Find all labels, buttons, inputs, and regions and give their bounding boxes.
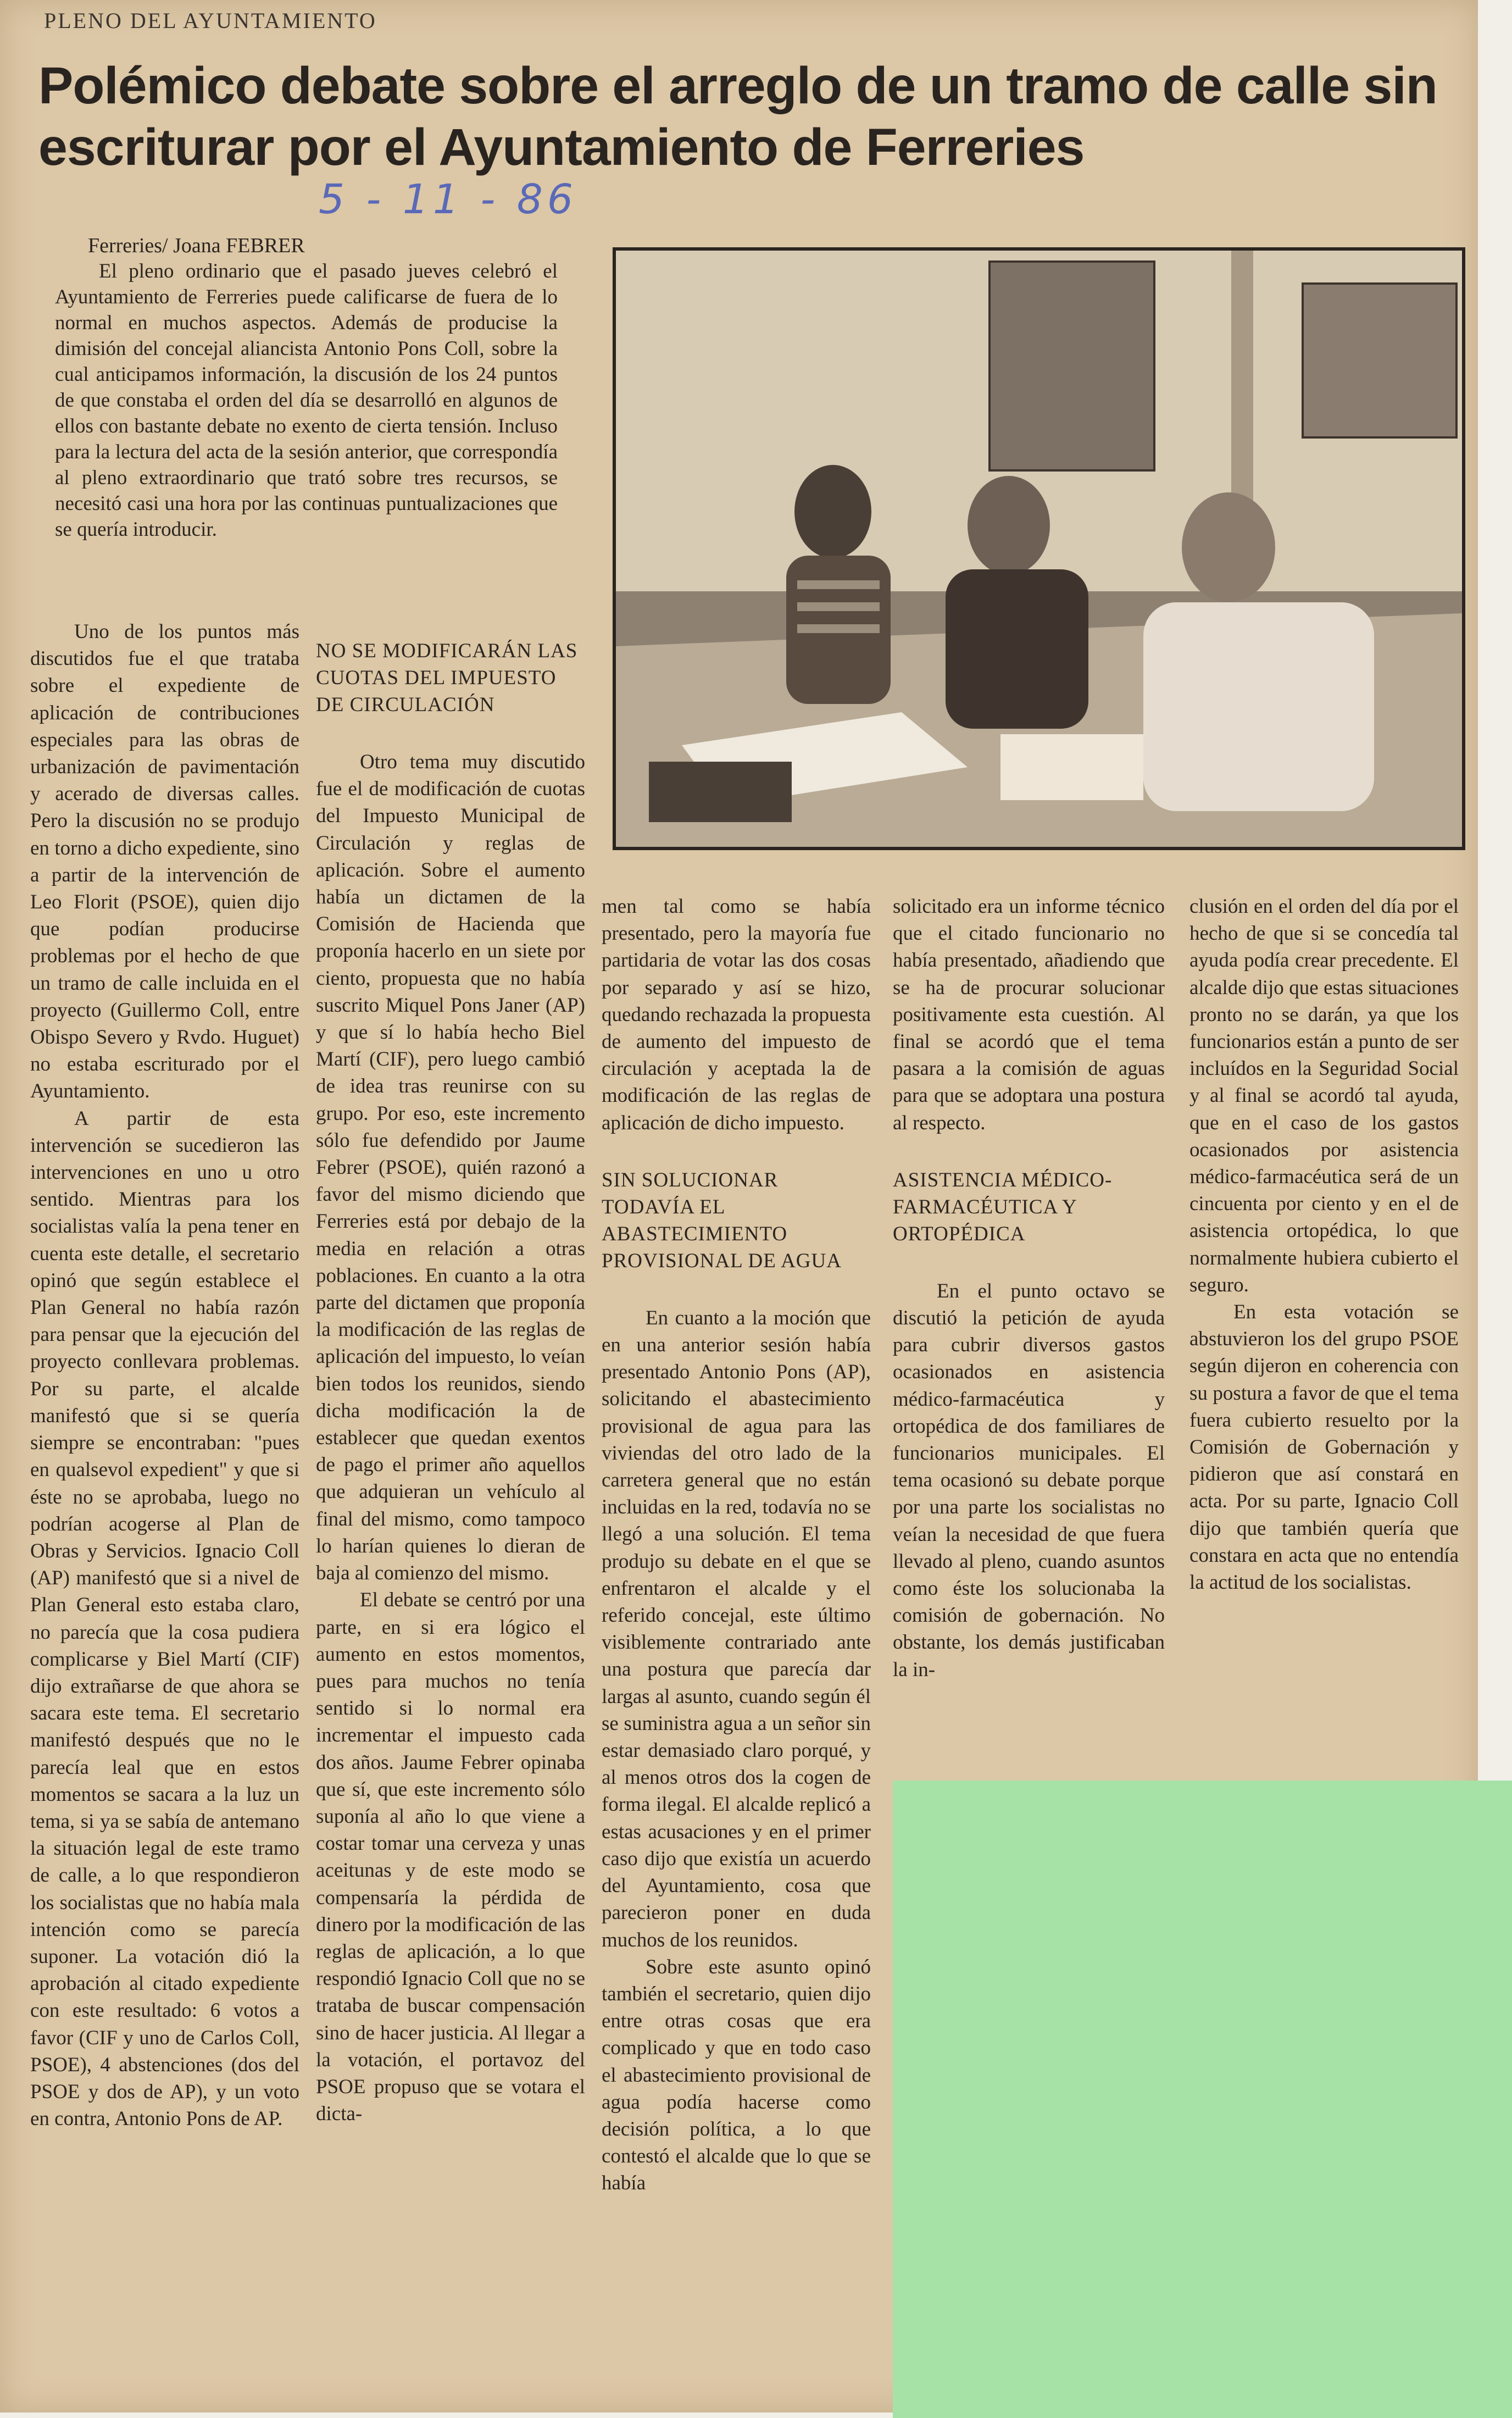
handwritten-date: 5 - 11 - 86 bbox=[319, 176, 577, 223]
article-photo bbox=[613, 247, 1465, 850]
article-column-4 bbox=[893, 893, 1165, 1683]
col1-paragraph-1: Uno de los puntos más discutidos fue el que trataba sobre el expediente de aplicación de contribuciones especiales para las obras de urbanización de pavimentación y acerado de diversas calles. Pero la discusión no se produjo en torno a dicho expediente, sino a partir de la intervención de Leo Florit (PSOE), quien dijo que podían producirse problemas por el hecho de que un tramo de calle incluida en el proyecto (Guillermo Coll, entre Obispo Severo y Rvdo. Huguet) no estaba escriturado por el Ayuntamiento. bbox=[30, 620, 299, 1103]
col2-paragraph-2: El debate se centró por una parte, en si era lógico el aumento en estos momentos, pues para muchos no tenía sentido si lo normal era incrementar el impuesto cada dos años. Jaume Febrer opinaba que sí, que este incremento sólo suponía al año lo que viene a costar tomar una cerveza y unas aceitunas y de este modo se compensaría la pérdida de dinero por la modificación de las reglas de aplicación, a lo que respondió Ignacio Coll que no se trataba de buscar compensación sino de hacer justicia. Al llegar a la votación, el portavoz del PSOE propuso que se votara el dicta- bbox=[316, 1589, 585, 2126]
headline-line-2: escriturar por el Ayuntamiento de Ferreries bbox=[38, 118, 1085, 176]
col1-paragraph-2: A partir de esta intervención se sucedieron las intervenciones en uno u otro sentido. Mientras para los socialistas valía la pena tener en cuenta este detalle, el secretario opinó que según establece el Plan General no había razón para pensar que la ejecución del proyecto conllevara problemas. Por su parte, el alcalde manifestó que si se quería siempre se encontraban: "pues en qualsevol expedient" y que si éste no se aprobaba, luego no podrían acogerse al Plan de Obras y Servicios. Ignacio Coll (AP) manifestó que si a nivel de Plan General esto estaba claro, no parecía que la cosa pudiera complicarse y Biel Martí (CIF) dijo extrañarse de que ahora se sacara este tema. El secretario manifestó después que no le parecía leal que en estos momentos se sacara a la luz un tema, si ya se sabía de antemano la situación legal de este tramo de calle, a lo que respondieron los socialistas que no había mala intención como se parecía suponer. La votación dió la aprobación al citado expediente con este resultado: 6 votos a favor (CIF y uno de Carlos Coll, PSOE), 4 abstenciones (dos del PSOE y dos de AP), y un voto en contra, Antonio Pons de AP. bbox=[30, 1107, 299, 2131]
article-column-5 bbox=[1189, 893, 1459, 1596]
intro-paragraph: El pleno ordinario que el pasado jueves celebró el Ayuntamiento de Ferreries puede calificarse de fuera de lo normal en muchos aspectos. Además de producise la dimisión del concejal aliancista Antonio Pons Coll, sobre la cual anticipamos información, la discusión de los 24 puntos de que constaba el orden del día se desarrolló en algunos de ellos con bastante debate no exento de cierta tensión. Incluso para la lectura del acta de la sesión anterior, que correspondía al pleno extraordinario que trató sobre tres recursos, se necesitó casi una hora por las continuas puntualizaciones que se quería introducir. bbox=[55, 260, 558, 541]
col4-paragraph-1: solicitado era un informe técnico que el citado funcionario no había presentado, añadiendo que se ha de procurar solucionar positivamente esta cuestión. Al final se acordó que el tema pasara a la comisión de aguas para que se adoptara una postura al respecto. bbox=[893, 895, 1165, 1134]
article-column-3 bbox=[602, 893, 871, 2197]
col3-paragraph-2: En cuanto a la moción que en una anterior sesión había presentado Antonio Pons (AP), solicitando el abastecimiento provisional de agua para las viviendas del otro lado de la carretera general que no están incluidas en la red, todavía no se llegó a una solución. El tema produjo su debate en el que se enfrentaron el alcalde y el referido concejal, este último visiblemente contrariado ante una postura que parecía dar largas al asunto, cuando según él se suministra agua a un señor sin estar demasiado claro porqué, y al menos otros dos la cogen de forma ilegal. El alcalde replicó a estas acusaciones y en el primer caso dijo que existía un acuerdo del Ayuntamiento, cosa que parecieron poner en duda muchos de los reunidos. bbox=[602, 1306, 871, 1951]
subheading-water-supply: SIN SOLUCIONAR TODAVÍA EL ABASTECIMIENTO PROVISIONAL DE AGUA bbox=[602, 1168, 842, 1272]
article-intro bbox=[55, 258, 558, 542]
byline: Ferreries/ Joana FEBRER bbox=[88, 234, 305, 257]
headline-line-1: Polémico debate sobre el arreglo de un tramo de calle sin bbox=[38, 57, 1437, 115]
col3-paragraph-1: men tal como se había presentado, pero la mayoría fue partidaria de votar las dos cosas por separado y así se hizo, quedando rechazada la propuesta de aumento del impuesto de circulación y aceptada la de modificación de las reglas de aplicación de dicho impuesto. bbox=[602, 895, 871, 1134]
col2-paragraph-1: Otro tema muy discutido fue el de modificación de cuotas del Impuesto Municipal de Circulación y reglas de aplicación. Sobre el aumento había un dictamen de la Comisión de Hacienda que proponía hacerlo en un siete por ciento, propuesta que no había suscrito Miquel Pons Janer (AP) y que sí lo había hecho Biel Martí (CIF), pero luego cambió de idea tras reunirse con su grupo. Por eso, este incremento sólo fue defendido por Jaume Febrer (PSOE), quién razonó a favor del mismo diciendo que Ferreries está por debajo de la media en relación a otras poblaciones. En cuanto a la otra parte del dictamen que proponía la modificación de las reglas de aplicación del impuesto, lo veían bien todos los reunidos, siendo dicha modificación la de establecer que quedan exentos de pago el primer año aquellos que adquieran un vehículo al final del mismo, como tampoco lo harían quienes lo dieran de baja al comienzo del mismo. bbox=[316, 751, 585, 1585]
subheading-circulation-tax: NO SE MODIFICARÁN LAS CUOTAS DEL IMPUESTO DE CIRCULACIÓN bbox=[316, 640, 578, 716]
col5-paragraph-1: clusión en el orden del día por el hecho de que si se concedía tal ayuda podía crear precedente. El alcalde dijo que estas situaciones pronto no se darán, ya que los funcionarios están a punto de ser incluídos en la Seguridad Social y al final se acordó tal ayuda, que en el caso de los gastos ocasionados por asistencia médico-farmacéutica será de un cincuenta por ciento y en el de asistencia ortopédica, lo que normalmente hubiera cubierto el seguro. bbox=[1189, 895, 1459, 1296]
col5-paragraph-2: En esta votación se abstuvieron los del grupo PSOE según dijeron en coherencia con su postura a favor de que el tema fuera cubierto resuelto por la Comisión de Gobernación y pidieron que así constará en acta. Por su parte, Ignacio Coll dijo que también quería que constara en acta que no entendía la actitud de los socialistas. bbox=[1189, 1301, 1459, 1594]
green-background-block bbox=[893, 1781, 1512, 2418]
article-column-1 bbox=[30, 618, 299, 2132]
subheading-medical-assistance: ASISTENCIA MÉDICO-FARMACÉUTICA Y ORTOPÉDICA bbox=[893, 1168, 1113, 1245]
section-label: PLENO DEL AYUNTAMIENTO bbox=[44, 8, 377, 33]
col4-paragraph-2: En el punto octavo se discutió la petición de ayuda para cubrir diversos gastos ocasionados en asistencia médico-farmacéutica y ortopédica de dos familiares de funcionarios municipales. El tema ocasionó su debate porque por una parte los socialistas no veían la necesidad de que fuera llevado al pleno, cuando asuntos como éste los solucionaba la comisión de gobernación. No obstante, los demás justificaban la in- bbox=[893, 1279, 1165, 1681]
col3-paragraph-3: Sobre este asunto opinó también el secretario, quien dijo entre otras cosas que era complicado y que en todo caso el abastecimiento provisional de agua podía hacerse como decisión política, a lo que contestó el alcalde que lo que se había bbox=[602, 1955, 871, 2195]
headline bbox=[38, 55, 1437, 178]
photo-illustration bbox=[616, 251, 1462, 847]
article-column-2 bbox=[316, 637, 585, 2127]
